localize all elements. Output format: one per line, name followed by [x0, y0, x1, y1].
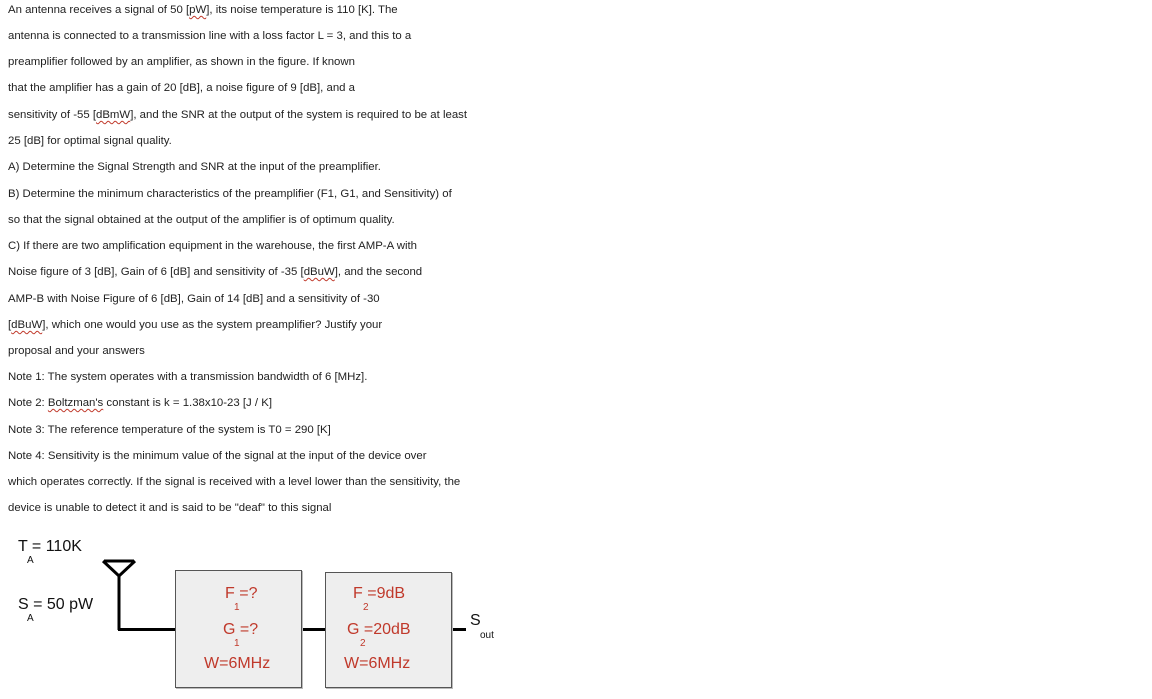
problem-line: AMP-B with Noise Figure of 6 [dB], Gain of 14 [dB] and a sensitivity of -30 — [8, 293, 380, 305]
antenna-signal-label: S = 50 pW — [18, 596, 94, 613]
transmission-line — [118, 628, 176, 631]
problem-line: An antenna receives a signal of 50 [pW], its noise temperature is 110 [K]. The — [8, 4, 398, 16]
problem-line: Note 2: Boltzman's constant is k = 1.38x10-23 [J / K] — [8, 397, 272, 409]
problem-line: that the amplifier has a gain of 20 [dB], a noise figure of 9 [dB], and a — [8, 82, 356, 94]
problem-line: so that the signal obtained at the output of the amplifier is of optimum quality. — [8, 214, 395, 226]
amplifier-block — [325, 572, 452, 688]
preamp-gain: G =? — [223, 621, 259, 638]
problem-line: proposal and your answers — [8, 345, 145, 357]
problem-line: preamplifier followed by an amplifier, as shown in the figure. If known — [8, 56, 355, 68]
antenna-temperature-subscript: A — [27, 555, 34, 566]
interstage-wire — [301, 628, 325, 631]
amp-gain-subscript: 2 — [360, 638, 366, 649]
problem-line: Noise figure of 3 [dB], Gain of 6 [dB] and sensitivity of -35 [dBuW], and the second — [8, 266, 423, 278]
problem-line: C) If there are two amplification equipment in the warehouse, the first AMP-A with — [8, 240, 417, 252]
preamp-noise-figure-subscript: 1 — [234, 602, 240, 613]
output-signal-subscript: out — [480, 630, 494, 641]
antenna-temperature-label: T = 110K — [18, 538, 82, 555]
amp-bandwidth: W=6MHz — [344, 655, 411, 672]
amp-gain: G =20dB — [347, 621, 411, 638]
preamp-bandwidth: W=6MHz — [204, 655, 271, 672]
problem-line: A) Determine the Signal Strength and SNR at the input of the preamplifier. — [8, 161, 381, 173]
preamp-gain-subscript: 1 — [234, 638, 240, 649]
problem-line: Note 1: The system operates with a transmission bandwidth of 6 [MHz]. — [8, 371, 368, 383]
antenna-icon — [100, 556, 140, 632]
amp-noise-figure-subscript: 2 — [363, 602, 369, 613]
preamp-noise-figure: F =? — [225, 585, 258, 602]
antenna-signal-subscript: A — [27, 613, 34, 624]
problem-line: which operates correctly. If the signal is received with a level lower than the sensitivity, the — [8, 476, 461, 488]
problem-line: [dBuW], which one would you use as the system preamplifier? Justify your — [8, 319, 383, 331]
preamplifier-block — [175, 570, 302, 688]
problem-line: device is unable to detect it and is said to be "deaf" to this signal — [8, 502, 332, 514]
amp-noise-figure: F =9dB — [353, 585, 406, 602]
problem-line: Note 4: Sensitivity is the minimum value of the signal at the input of the device over — [8, 450, 427, 462]
problem-line: 25 [dB] for optimal signal quality. — [8, 135, 172, 147]
output-signal-label: S — [470, 612, 481, 629]
problem-line: B) Determine the minimum characteristics of the preamplifier (F1, G1, and Sensitivity) of — [8, 188, 452, 200]
problem-line: Note 3: The reference temperature of the system is T0 = 290 [K] — [8, 424, 331, 436]
output-wire — [451, 628, 466, 631]
problem-line: antenna is connected to a transmission line with a loss factor L = 3, and this to a — [8, 30, 412, 42]
problem-line: sensitivity of -55 [dBmW], and the SNR at the output of the system is required to be at least — [8, 109, 468, 121]
system-block-diagram — [0, 530, 520, 699]
